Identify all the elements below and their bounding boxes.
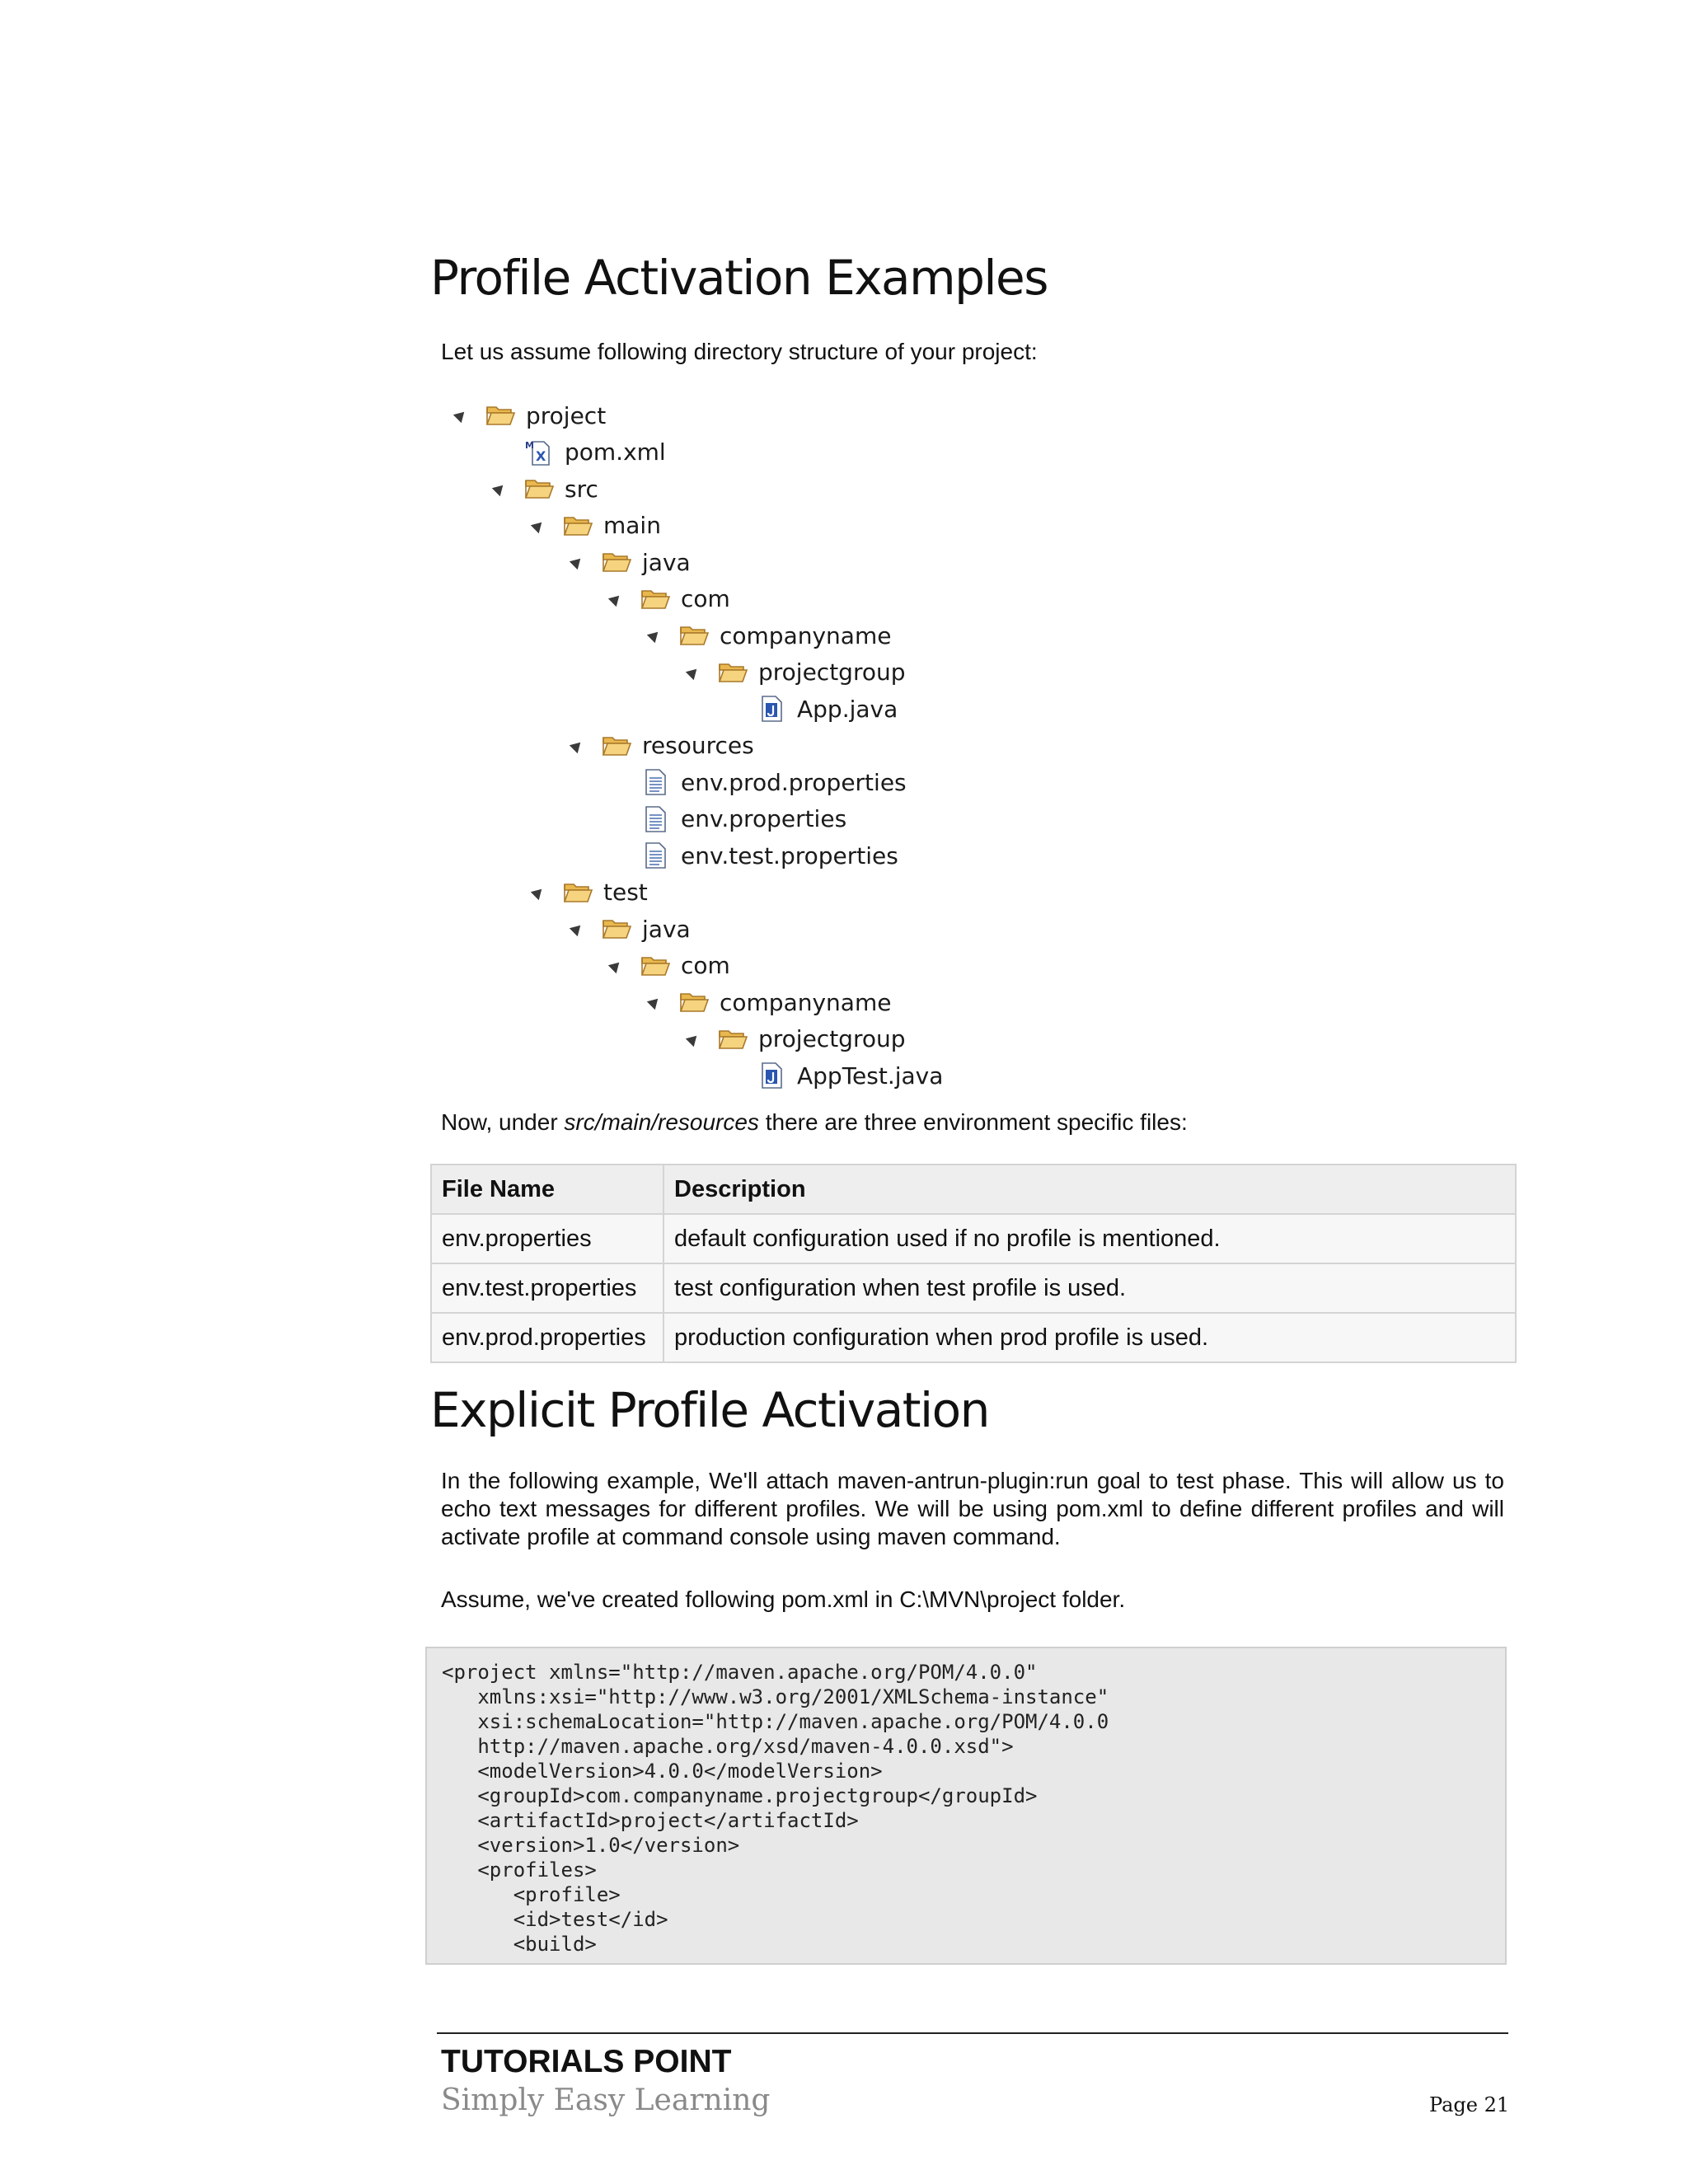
tree-item-label: env.properties	[681, 805, 847, 832]
tree-item[interactable]	[726, 691, 898, 727]
footer-tagline: Simply Easy Learning	[441, 2083, 771, 2117]
expand-arrow-icon[interactable]	[647, 628, 662, 643]
code-line: <project xmlns="http://maven.apache.org/POM/4.0.0"	[442, 1661, 1038, 1684]
tree-item[interactable]	[610, 581, 730, 617]
expand-arrow-icon[interactable]	[647, 995, 662, 1010]
code-line: <modelVersion>4.0.0</modelVersion>	[442, 1760, 883, 1783]
section-title-explicit-activation: Explicit Profile Activation	[430, 1382, 989, 1438]
tree-item[interactable]	[571, 911, 691, 947]
tree-item-label: env.prod.properties	[681, 768, 907, 796]
tree-item-label: com	[681, 585, 730, 612]
tree-item[interactable]	[687, 654, 906, 691]
code-line: <profile>	[442, 1883, 621, 1906]
svg-text:M: M	[525, 439, 534, 451]
expand-arrow-icon[interactable]	[453, 408, 468, 423]
expand-arrow-icon[interactable]	[531, 518, 546, 532]
tree-item[interactable]	[687, 1021, 906, 1057]
expand-arrow-icon[interactable]	[570, 921, 584, 936]
tree-item-label: projectgroup	[758, 658, 906, 686]
footer-divider	[437, 2032, 1508, 2034]
tree-item[interactable]	[455, 397, 606, 434]
description-cell: default configuration used if no profile is mentioned.	[663, 1214, 1516, 1263]
tree-item[interactable]	[610, 948, 730, 984]
pom-location-paragraph: Assume, we've created following pom.xml in C:\MVN\project folder.	[441, 1586, 1126, 1612]
tree-item-label: App.java	[797, 695, 898, 723]
code-line: <version>1.0</version>	[442, 1834, 740, 1857]
code-line: xmlns:xsi="http://www.w3.org/2001/XMLSchema-instance"	[442, 1685, 1109, 1708]
expand-arrow-icon[interactable]	[531, 884, 546, 899]
text-file-icon	[640, 805, 671, 833]
intro-text: Let us assume following directory structure of your project:	[441, 339, 1038, 364]
table-header-row	[431, 1165, 1516, 1214]
tree-item-label: src	[565, 475, 598, 503]
folder-icon	[717, 658, 748, 687]
header-file-name: File Name	[431, 1165, 663, 1214]
code-line: <profiles>	[442, 1858, 597, 1882]
code-line: xsi:schemaLocation="http://maven.apache.org/POM/4.0.0	[442, 1710, 1109, 1733]
folder-icon	[601, 548, 632, 576]
file-name-cell: env.prod.properties	[431, 1313, 663, 1362]
code-line: <artifactId>project</artifactId>	[442, 1809, 859, 1832]
section-title-profile-activation: Profile Activation Examples	[430, 250, 1048, 306]
tree-item[interactable]	[532, 508, 661, 544]
expand-arrow-icon[interactable]	[686, 664, 701, 679]
pom-xml-code-block	[425, 1647, 1507, 1965]
tree-item[interactable]	[649, 984, 891, 1020]
tree-item-label: env.test.properties	[681, 841, 898, 869]
resources-path: src/main/resources	[564, 1109, 759, 1135]
folder-icon	[678, 621, 710, 649]
resources-note	[441, 1108, 1504, 1137]
tree-item[interactable]	[532, 874, 648, 911]
tree-item[interactable]	[726, 1057, 943, 1094]
expand-arrow-icon[interactable]	[570, 555, 584, 569]
folder-icon	[601, 732, 632, 760]
code-line: http://maven.apache.org/xsd/maven-4.0.0.xsd">	[442, 1735, 1014, 1758]
tree-item[interactable]	[494, 434, 666, 471]
resources-note-before: Now, under	[441, 1109, 565, 1135]
table-row	[431, 1313, 1516, 1362]
java-file-icon	[756, 1062, 787, 1090]
header-description: Description	[663, 1165, 1516, 1214]
expand-arrow-icon[interactable]	[570, 738, 584, 752]
resources-note-after: there are three environment specific files:	[758, 1109, 1188, 1135]
text-file-icon	[640, 768, 671, 796]
folder-icon	[523, 475, 555, 503]
description-cell: production configuration when prod profile is used.	[663, 1313, 1516, 1362]
code-line: <id>test</id>	[442, 1908, 668, 1931]
folder-icon	[562, 512, 593, 540]
tree-item-label: com	[681, 952, 730, 979]
folder-icon	[485, 401, 516, 429]
folder-icon	[640, 952, 671, 980]
explicit-activation-paragraph: In the following example, We'll attach maven-antrun-plugin:run goal to test phase. This will allow us to echo text messages for different profiles. We will be using pom.xml to define different profiles and will activate profile at command console using maven command.	[441, 1468, 1504, 1549]
tree-item-label: companyname	[720, 621, 892, 649]
tree-item[interactable]	[649, 617, 891, 654]
tree-item-label: java	[642, 548, 691, 576]
tree-item[interactable]	[610, 801, 846, 837]
maven-xml-file-icon	[523, 438, 555, 466]
environment-files-table	[430, 1164, 1517, 1363]
table-row	[431, 1263, 1516, 1313]
code-line: <groupId>com.companyname.projectgroup</groupId>	[442, 1784, 1038, 1807]
tree-item-label: companyname	[720, 988, 892, 1016]
tree-item-label: test	[603, 879, 648, 906]
svg-text:X: X	[536, 448, 546, 464]
tree-item[interactable]	[571, 544, 691, 580]
expand-arrow-icon[interactable]	[492, 481, 507, 496]
tree-item[interactable]	[494, 471, 598, 507]
tree-item-label: java	[642, 915, 691, 943]
page-number: Page 21	[1429, 2093, 1510, 2116]
java-file-icon	[756, 695, 787, 723]
folder-icon	[717, 1025, 748, 1053]
tree-item-label: AppTest.java	[797, 1062, 944, 1090]
folder-icon	[562, 879, 593, 907]
expand-arrow-icon[interactable]	[608, 591, 623, 606]
description-cell: test configuration when test profile is used.	[663, 1263, 1516, 1313]
file-name-cell: env.test.properties	[431, 1263, 663, 1313]
table-row	[431, 1214, 1516, 1263]
tree-item-label: projectgroup	[758, 1025, 906, 1052]
file-name-cell: env.properties	[431, 1214, 663, 1263]
tree-item[interactable]	[571, 728, 754, 764]
expand-arrow-icon[interactable]	[686, 1031, 701, 1046]
tree-item[interactable]	[610, 837, 898, 874]
folder-icon	[640, 585, 671, 613]
folder-icon	[601, 915, 632, 943]
footer-brand: TUTORIALS POINT	[441, 2044, 732, 2079]
folder-icon	[678, 988, 710, 1016]
tree-item-label: pom.xml	[565, 438, 666, 466]
expand-arrow-icon[interactable]	[608, 958, 623, 972]
tree-item-label: main	[603, 512, 661, 539]
tree-item-label: resources	[642, 732, 754, 759]
text-file-icon	[640, 841, 671, 869]
tree-item[interactable]	[610, 764, 907, 800]
tree-item-label: project	[526, 401, 607, 429]
code-line: <build>	[442, 1933, 597, 1956]
